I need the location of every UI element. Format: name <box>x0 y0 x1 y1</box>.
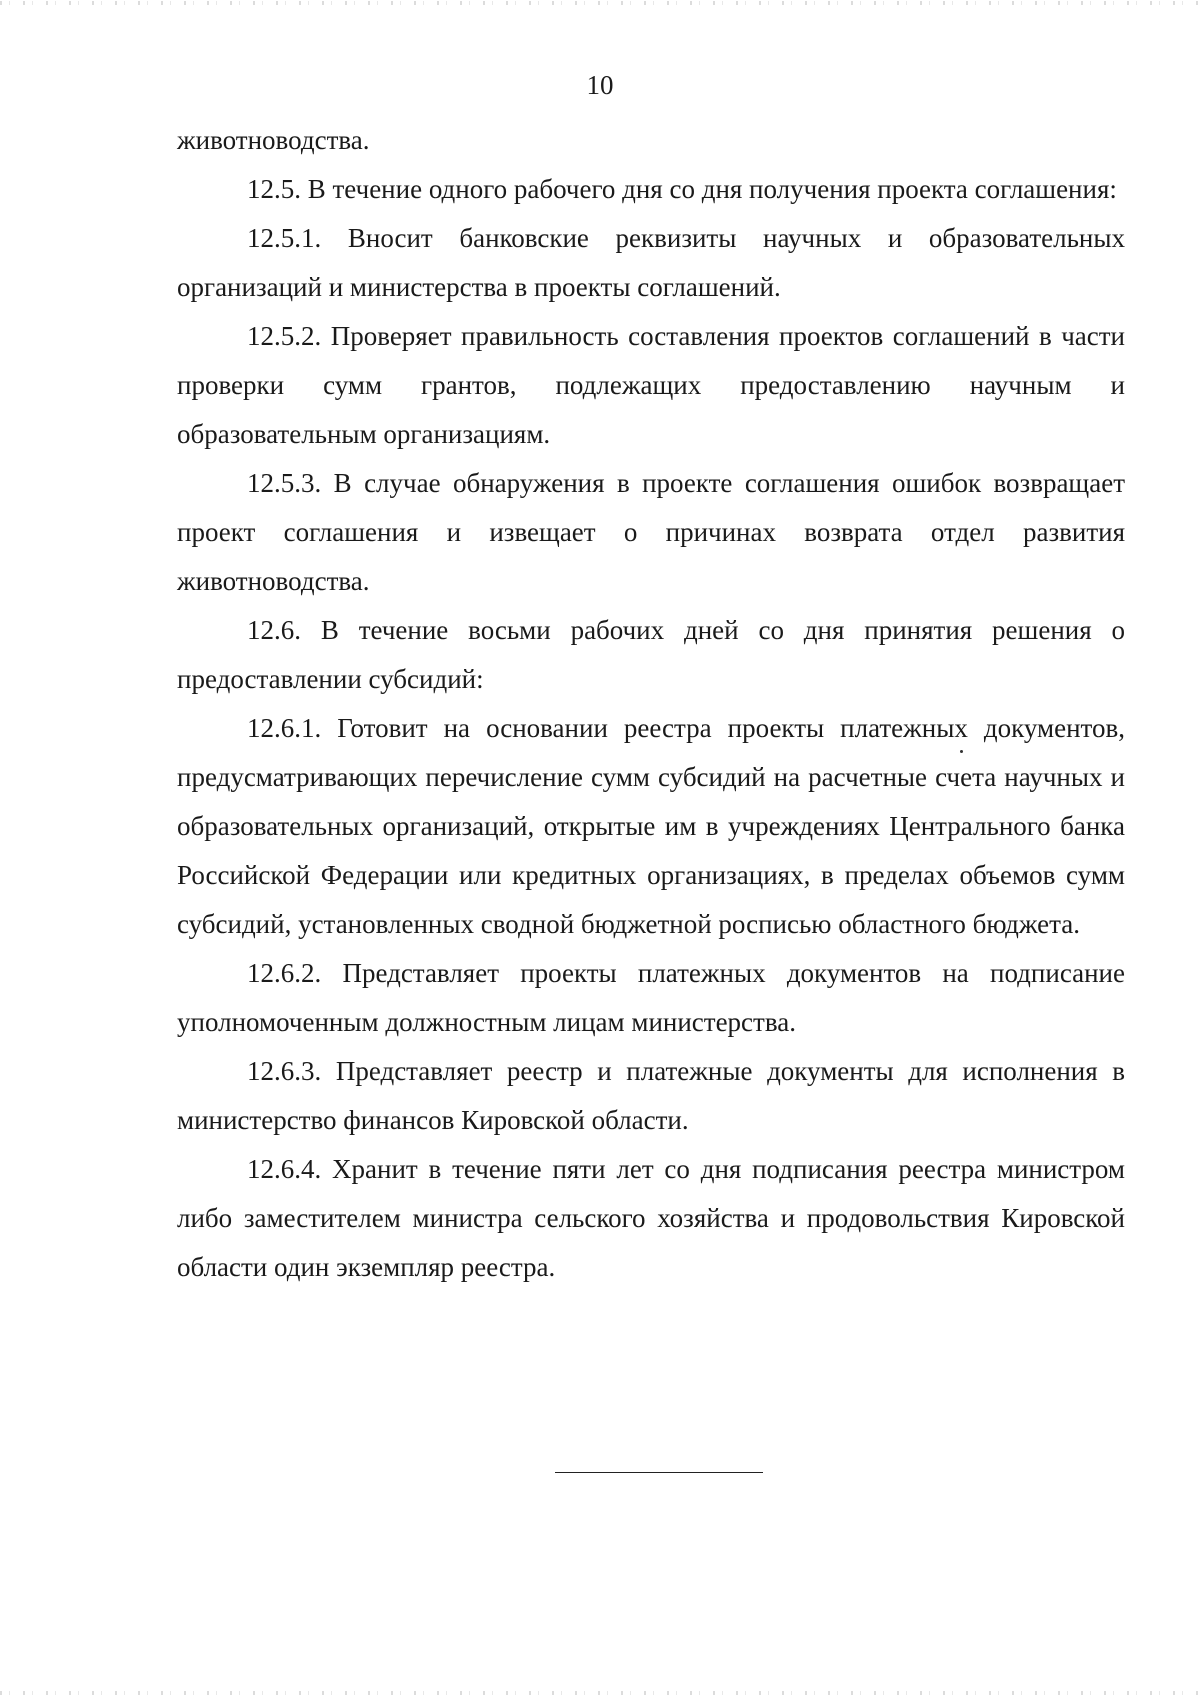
paragraph-12-6-1: 12.6.1. Готовит на основании реестра проекты платежных документов, предусматривающих перечисление сумм субсидий на расчетные счета научных и образовательных организаций, открытые им в учреждениях Центрального банка Российской Федерации или кредитных организациях, в пределах объемов сумм субсидий, установленных сводной бюджетной росписью областного бюджета. <box>177 713 1125 939</box>
paragraph-12-5: 12.5. В течение одного рабочего дня со дня получения проекта соглашения: <box>247 174 1117 204</box>
paragraph-12-6-4: 12.6.4. Хранит в течение пяти лет со дня подписания реестра министром либо заместителем министра сельского хозяйства и продовольствия Кировской области один экземпляр реестра. <box>177 1154 1125 1282</box>
paragraph-12-5-3: 12.5.3. В случае обнаружения в проекте соглашения ошибок возвращает проект соглашения и извещает о причинах возврата отдел развития животноводства. <box>177 468 1125 596</box>
scan-speck <box>960 750 963 753</box>
end-of-document-rule <box>555 1472 763 1473</box>
page-number: 10 <box>586 70 614 100</box>
paragraph-12-5-2: 12.5.2. Проверяет правильность составления проектов соглашений в части проверки сумм грантов, подлежащих предоставлению научным и образовательным организациям. <box>177 321 1125 449</box>
paragraph-continuation: животноводства. <box>177 125 370 155</box>
scan-edge-top <box>0 1 1200 5</box>
paragraph-12-6: 12.6. В течение восьми рабочих дней со дня принятия решения о предоставлении субсидий: <box>177 615 1125 694</box>
scan-edge-bottom <box>0 1691 1200 1695</box>
paragraph-12-6-3: 12.6.3. Представляет реестр и платежные документы для исполнения в министерство финансов Кировской области. <box>177 1056 1125 1135</box>
paragraph-12-5-1: 12.5.1. Вносит банковские реквизиты научных и образовательных организаций и министерства в проекты соглашений. <box>177 223 1125 302</box>
paragraph-12-6-2: 12.6.2. Представляет проекты платежных документов на подписание уполномоченным должностным лицам министерства. <box>177 958 1125 1037</box>
document-body <box>177 116 1125 1292</box>
